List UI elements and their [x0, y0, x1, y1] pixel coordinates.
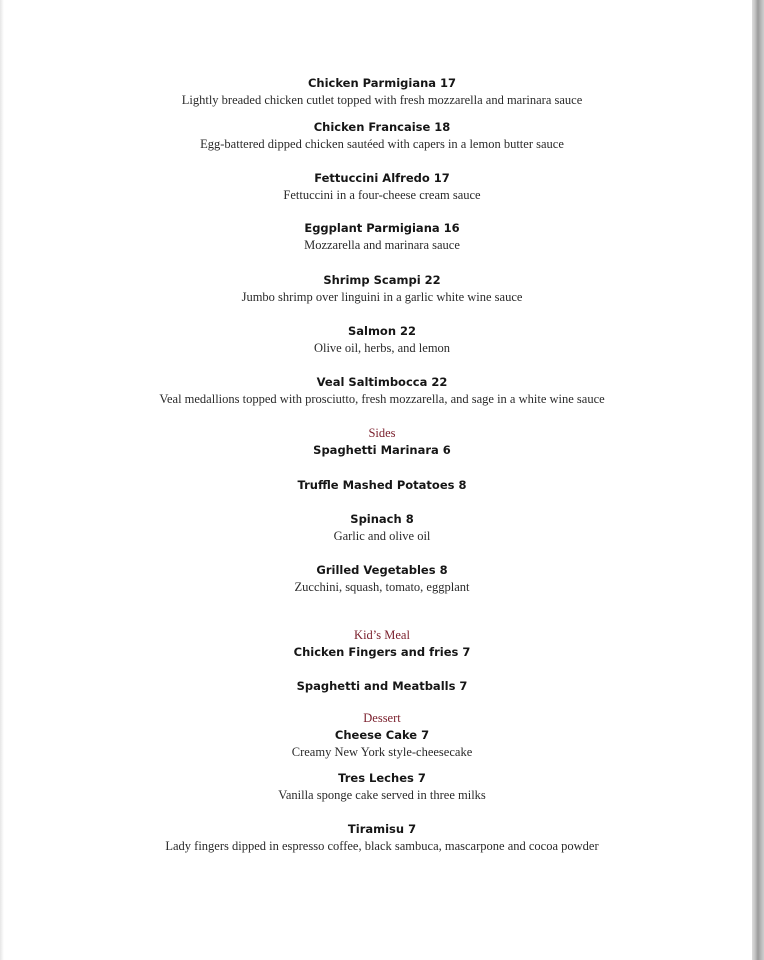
- item-description: Jumbo shrimp over linguini in a garlic white wine sauce: [241, 290, 523, 304]
- menu-item-veal-saltimbocca: [0, 374, 764, 408]
- item-description: Fettuccini in a four-cheese cream sauce: [283, 188, 481, 202]
- item-name: Eggplant Parmigiana 16: [304, 221, 460, 235]
- menu-item-tres-leches: [0, 770, 764, 804]
- section-title-kids-meal: Kid’s Meal: [354, 628, 410, 642]
- sides-section: [0, 425, 764, 459]
- menu-item-grilled-vegetables: [0, 562, 764, 596]
- item-name: Chicken Francaise 18: [313, 120, 451, 134]
- menu-item-tiramisu: [0, 821, 764, 855]
- item-description: Zucchini, squash, tomato, eggplant: [294, 580, 470, 594]
- section-title-sides: Sides: [368, 426, 396, 440]
- item-description: Egg-battered dipped chicken sautéed with capers in a lemon butter sauce: [200, 137, 564, 151]
- item-name: Salmon 22: [347, 324, 417, 338]
- item-description: Mozzarella and marinara sauce: [304, 238, 460, 252]
- item-description: Garlic and olive oil: [333, 529, 431, 543]
- item-description: Lightly breaded chicken cutlet topped with fresh mozzarella and marinara sauce: [181, 93, 583, 107]
- item-description: Lady fingers dipped in espresso coffee, black sambuca, mascarpone and cocoa powder: [165, 839, 599, 853]
- menu-item-salmon: [0, 323, 764, 357]
- menu-item-chicken-parmigiana: [0, 75, 764, 109]
- menu-item-fettuccini-alfredo: [0, 170, 764, 204]
- item-description: Veal medallions topped with prosciutto, fresh mozzarella, and sage in a white wine sauce: [159, 392, 605, 406]
- item-description: Olive oil, herbs, and lemon: [313, 341, 451, 355]
- menu-item-spinach: [0, 511, 764, 545]
- item-name: Cheese Cake 7: [334, 728, 430, 742]
- menu-item-spaghetti-and-meatballs: [0, 678, 764, 695]
- item-description: Vanilla sponge cake served in three milks: [278, 788, 486, 802]
- item-name: Chicken Fingers and fries 7: [293, 645, 471, 659]
- kids-meal-section: [0, 627, 764, 661]
- item-description: Creamy New York style-cheesecake: [291, 745, 473, 759]
- page-right-edge: [752, 0, 764, 960]
- item-name: Grilled Vegetables 8: [316, 563, 448, 577]
- menu-item-shrimp-scampi: [0, 272, 764, 306]
- dessert-section: [0, 710, 764, 761]
- item-name: Tiramisu 7: [347, 822, 417, 836]
- item-name: Tres Leches 7: [338, 771, 426, 785]
- item-name: Spaghetti Marinara 6: [313, 443, 451, 457]
- menu-item-truffle-mashed-potatoes: [0, 477, 764, 494]
- item-name: Veal Saltimbocca 22: [316, 375, 448, 389]
- item-name: Truffle Mashed Potatoes 8: [297, 478, 467, 492]
- item-name: Fettuccini Alfredo 17: [314, 171, 450, 185]
- section-title-dessert: Dessert: [363, 711, 401, 725]
- menu-item-eggplant-parmigiana: [0, 220, 764, 254]
- item-name: Shrimp Scampi 22: [323, 273, 441, 287]
- menu-item-chicken-francaise: [0, 119, 764, 153]
- item-name: Spaghetti and Meatballs 7: [296, 679, 468, 693]
- item-name: Chicken Parmigiana 17: [307, 76, 457, 90]
- item-name: Spinach 8: [350, 512, 414, 526]
